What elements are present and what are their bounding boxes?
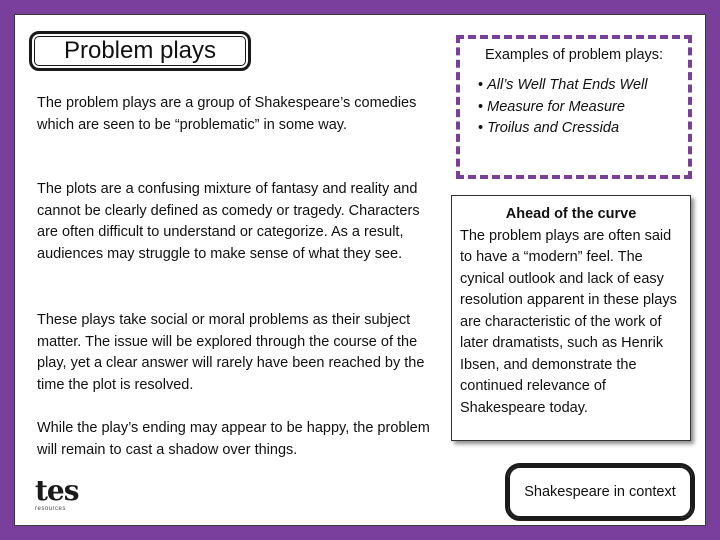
- page-title: Problem plays: [29, 31, 251, 71]
- list-item: • Measure for Measure: [478, 97, 680, 119]
- slide: [14, 14, 706, 526]
- ahead-of-curve-box: [451, 195, 691, 441]
- paragraph-intro: The problem plays are a group of Shakespeare’s comedies which are seen to be “problematic” in some way.: [37, 95, 417, 133]
- curve-title: Ahead of the curve: [505, 206, 637, 222]
- logo-sub: resources: [35, 506, 66, 512]
- list-item: • All’s Well That Ends Well: [478, 75, 680, 97]
- examples-title: Examples of problem plays:: [484, 47, 664, 63]
- context-label: Shakespeare in context: [508, 466, 692, 518]
- examples-box: [456, 35, 692, 179]
- paragraph-themes: These plays take social or moral problems as their subject matter. The issue will be explored through the course of the play, yet a clear answer will rarely have been reached by the time the plot is resolved.: [37, 312, 425, 393]
- paragraph-plots: The plots are a confusing mixture of fantasy and reality and cannot be clearly defined as comedy or tragedy. Characters are often difficult to understand or categorize. As a result, audiences may struggle to make sense of what they see.: [37, 181, 420, 262]
- tes-logo: [35, 474, 85, 517]
- logo-word: tes: [35, 474, 79, 507]
- curve-body: The problem plays are often said to have a “modern” feel. The cynical outlook and lack of easy resolution apparent in these plays are characteristic of the work of later dramatists, such as Henrik Ibsen, and demonstrate the continued relevance of Shakespeare today.: [460, 227, 677, 416]
- examples-list: [468, 75, 680, 140]
- paragraph-ending: While the play’s ending may appear to be happy, the problem will remain to cast a shadow over things.: [37, 420, 430, 458]
- list-item: • Troilus and Cressida: [478, 118, 680, 140]
